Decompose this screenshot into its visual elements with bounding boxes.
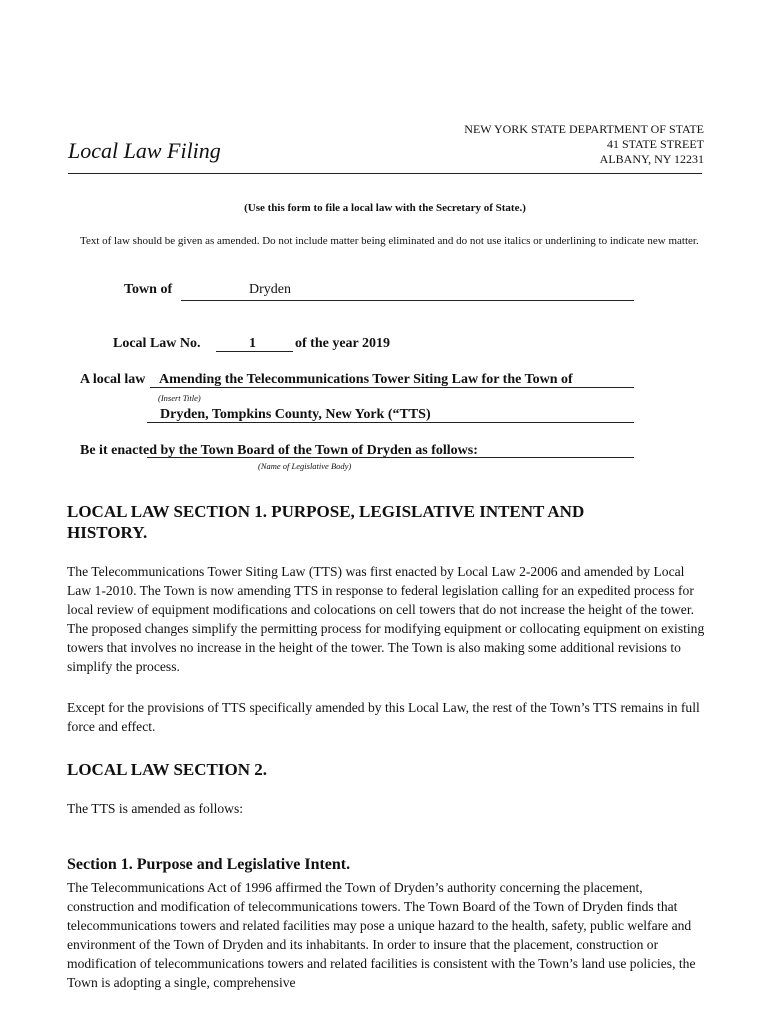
agency-address: [464, 122, 704, 167]
legislative-body-caption: (Name of Legislative Body): [258, 461, 352, 471]
law-title-line1: Amending the Telecommunications Tower Siting Law for the Town of: [159, 372, 573, 387]
municipality-line: [181, 300, 634, 301]
provisions-paragraph: Except for the provisions of TTS specifically amended by this Local Law, the rest of the Town’s TTS remains in full force and effect.: [67, 700, 700, 734]
section-1-heading-line2: HISTORY.: [67, 523, 148, 542]
agency-name: NEW YORK STATE DEPARTMENT OF STATE: [464, 122, 704, 136]
section-1-heading-line1: LOCAL LAW SECTION 1. PURPOSE, LEGISLATIVE INTENT AND: [67, 502, 585, 521]
legislative-body-line: [147, 457, 634, 458]
law-year: of the year 2019: [295, 336, 390, 351]
subsection-heading: Section 1. Purpose and Legislative Intent.: [67, 856, 351, 873]
section-1-heading: [67, 501, 667, 543]
form-note: (Use this form to file a local law with the Secretary of State.): [244, 202, 526, 214]
section-2-heading: LOCAL LAW SECTION 2.: [67, 760, 267, 779]
law-title-line2: Dryden, Tompkins County, New York (“TTS): [160, 407, 431, 422]
purpose-paragraph: The Telecommunications Tower Siting Law (TTS) was first enacted by Local Law 2-2006 and amended by Local Law 1-2010. The Town is now amending TTS in response to federal legislation calling for an expedited process for local review of equipment modifications and colocations on cell towers that do not increase the height of the tower. The proposed changes simplify the permitting process for modifying equipment or collocating equipment on existing towers that involves no increase in the height of the tower. The Town is also making some additional revisions to simplify the process.: [67, 564, 705, 674]
law-number-value: 1: [249, 336, 256, 351]
law-number-label: Local Law No.: [113, 336, 201, 351]
amended-statement: The TTS is amended as follows:: [67, 801, 244, 816]
insert-title-caption: (Insert Title): [158, 393, 201, 403]
form-instructions: Text of law should be given as amended. Do not include matter being eliminated and do not use italics or underlining to indicate new matter.: [80, 235, 699, 247]
agency-city: ALBANY, NY 12231: [599, 152, 704, 166]
local-law-label: A local law: [80, 372, 146, 387]
form-title: Local Law Filing: [68, 138, 221, 163]
agency-street: 41 STATE STREET: [606, 137, 704, 151]
enacted-clause: Be it enacted by the Town Board of the Town of Dryden as follows:: [80, 443, 478, 458]
municipality-value: Dryden: [249, 282, 291, 297]
legislative-intent-paragraph: The Telecommunications Act of 1996 affirmed the Town of Dryden’s authority concerning the placement, construction and modification of telecommunications towers. The Town Board of the Town of Dryden finds that telecommunications towers and related facilities may pose a unique hazard to the health, safety, public welfare and environment of the Town of Dryden and its inhabitants. In order to insure that the placement, construction or modification of telecommunications towers and related facilities is consistent with the Town’s land use policies, the Town is adopting a single, comprehensive: [67, 880, 696, 990]
header-divider: [68, 173, 702, 174]
municipality-label: Town of: [124, 282, 173, 297]
